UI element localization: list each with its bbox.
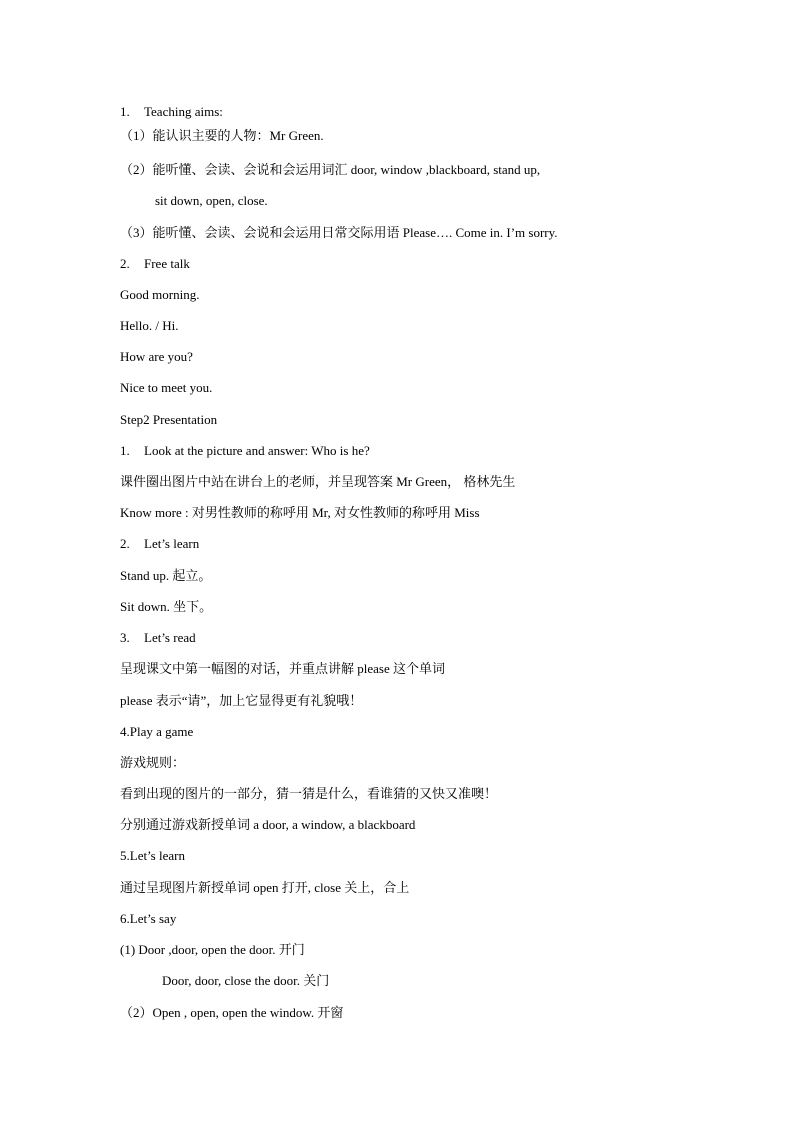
line-text: How are you? xyxy=(120,349,193,364)
line-text: Let’s read xyxy=(144,630,196,645)
greeting-line xyxy=(120,349,193,365)
body-line xyxy=(120,786,497,802)
aim-1 xyxy=(120,128,324,144)
list-number: 2. xyxy=(120,536,130,551)
line-text: 游戏规则： xyxy=(120,755,186,770)
aims-heading xyxy=(120,104,223,120)
greeting-line xyxy=(120,380,212,396)
presentation-item-3 xyxy=(120,630,196,646)
body-line xyxy=(120,599,212,615)
list-number: 2. xyxy=(120,256,130,271)
line-text: 通过呈现图片新授单词 open 打开, close 关上，合上 xyxy=(120,880,410,895)
list-number: 1. xyxy=(120,104,130,119)
line-text: 6.Let’s say xyxy=(120,911,177,926)
aim-3 xyxy=(120,225,558,241)
line-text: 4.Play a game xyxy=(120,724,194,739)
line-text: Hello. / Hi. xyxy=(120,318,179,333)
aim-2-continued xyxy=(155,193,268,209)
line-text: （3）能听懂、会读、会说和会运用日常交际用语 Please…. Come in. I’m sorry. xyxy=(120,225,558,240)
body-line xyxy=(120,661,445,677)
line-text: Good morning. xyxy=(120,287,200,302)
greeting-line xyxy=(120,318,179,334)
body-line xyxy=(120,880,409,896)
line-text: Step2 Presentation xyxy=(120,412,218,427)
line-text: Look at the picture and answer: Who is he? xyxy=(144,443,370,458)
body-line xyxy=(120,755,185,771)
line-text: Know more : 对男性教师的称呼用 Mr, 对女性教师的称呼用 Miss xyxy=(120,505,480,520)
body-line xyxy=(120,817,415,833)
line-text: please 表示“请”，加上它显得更有礼貌哦！ xyxy=(120,693,363,708)
line-text: Let’s learn xyxy=(144,536,200,551)
line-text: 看到出现的图片的一部分，猜一猜是什么，看谁猜的又快又准噢！ xyxy=(120,786,498,801)
free-talk-heading xyxy=(120,256,190,272)
line-text: Free talk xyxy=(144,256,190,271)
chant-line xyxy=(162,973,329,989)
chant-line xyxy=(120,1005,343,1021)
line-text: （2）Open , open, open the window. 开窗 xyxy=(120,1005,344,1020)
line-text: Nice to meet you. xyxy=(120,380,213,395)
line-text: Sit down. 坐下。 xyxy=(120,599,213,614)
lets-learn-heading xyxy=(120,848,185,864)
line-text: (1) Door ,door, open the door. 开门 xyxy=(120,942,305,957)
chant-line xyxy=(120,942,305,958)
step2-heading xyxy=(120,412,217,428)
body-line xyxy=(120,568,211,584)
lets-say-heading xyxy=(120,911,176,927)
line-text: 5.Let’s learn xyxy=(120,848,185,863)
greeting-line xyxy=(120,287,199,303)
line-text: （1）能认识主要的人物：Mr Green. xyxy=(120,128,324,143)
line-text: sit down, open, close. xyxy=(155,193,268,208)
play-game-heading xyxy=(120,724,193,740)
list-number: 1. xyxy=(120,443,130,458)
body-line xyxy=(120,474,515,490)
aim-2 xyxy=(120,162,540,178)
line-text: 呈现课文中第一幅图的对话，并重点讲解 please 这个单词 xyxy=(120,661,445,676)
line-text: 分别通过游戏新授单词 a door, a window, a blackboard xyxy=(120,817,416,832)
presentation-item-1 xyxy=(120,443,370,459)
line-text: Stand up. 起立。 xyxy=(120,568,212,583)
body-line xyxy=(120,693,362,709)
know-more-line xyxy=(120,505,480,521)
line-text: Teaching aims: xyxy=(144,104,223,119)
list-number: 3. xyxy=(120,630,130,645)
presentation-item-2 xyxy=(120,536,199,552)
line-text: 课件圈出图片中站在讲台上的老师，并呈现答案 Mr Green， 格林先生 xyxy=(120,474,516,489)
line-text: （2）能听懂、会读、会说和会运用词汇 door, window ,blackboard, stand up, xyxy=(120,162,541,177)
line-text: Door, door, close the door. 关门 xyxy=(162,973,330,988)
